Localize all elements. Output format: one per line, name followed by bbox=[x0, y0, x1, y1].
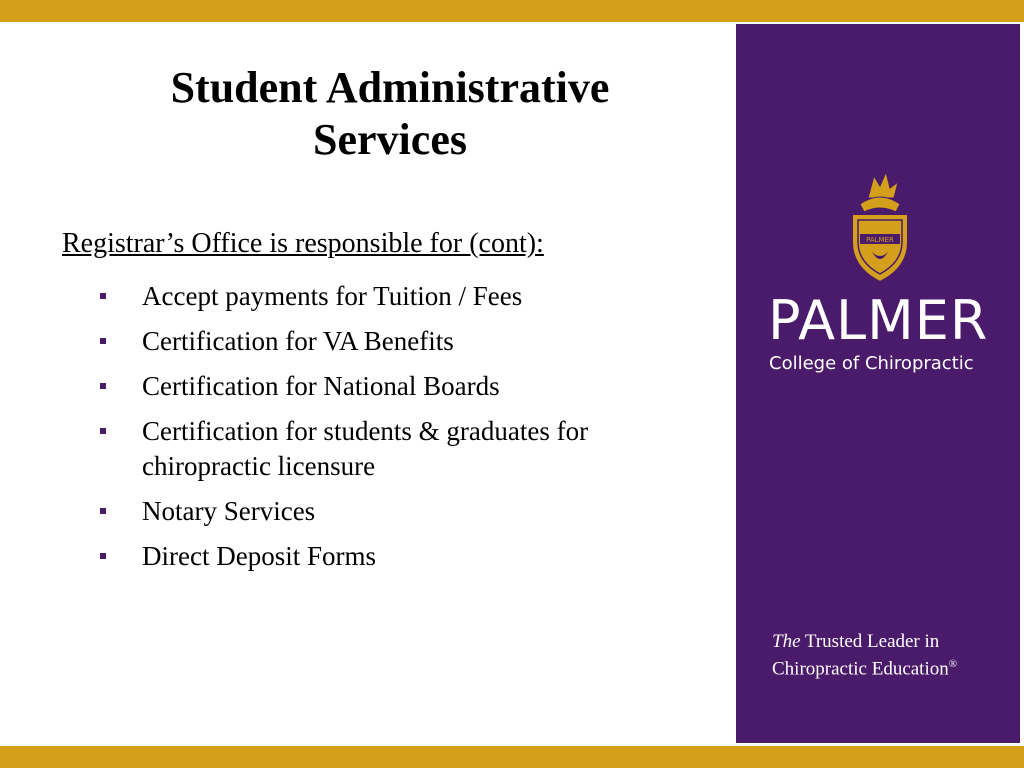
list-item-text: Certification for students & graduates for chiropractic licensure bbox=[142, 416, 589, 481]
bullet-icon bbox=[100, 428, 106, 434]
list-item bbox=[100, 414, 720, 484]
list-item bbox=[100, 324, 720, 359]
palmer-crest-icon bbox=[838, 168, 922, 286]
bullet-icon bbox=[100, 508, 106, 514]
slide-title bbox=[40, 62, 740, 166]
responsibilities-list bbox=[100, 279, 720, 584]
tagline-the: The bbox=[772, 631, 801, 652]
brand-tagline bbox=[772, 630, 957, 680]
list-item bbox=[100, 279, 720, 314]
list-item-text: Direct Deposit Forms bbox=[142, 541, 376, 571]
top-gold-bar bbox=[0, 0, 1024, 22]
tagline-line-1: Trusted Leader in bbox=[800, 631, 940, 652]
bullet-icon bbox=[100, 293, 106, 299]
crest-text: PALMER bbox=[866, 236, 894, 244]
list-item-text: Certification for VA Benefits bbox=[142, 326, 454, 356]
bullet-icon bbox=[100, 383, 106, 389]
title-line-1: Student Administrative bbox=[170, 63, 610, 112]
list-item bbox=[100, 539, 720, 574]
list-item-text: Notary Services bbox=[142, 496, 316, 526]
list-item bbox=[100, 494, 720, 529]
bottom-gold-bar bbox=[0, 746, 1024, 768]
section-subheading: Registrar’s Office is responsible for (cont): bbox=[62, 228, 544, 259]
brand-subtitle: College of Chiropractic bbox=[769, 353, 974, 374]
bullet-icon bbox=[100, 553, 106, 559]
list-item bbox=[100, 369, 720, 404]
brand-name: PALMER bbox=[768, 289, 989, 352]
registered-mark: ® bbox=[948, 658, 958, 670]
list-item-text: Accept payments for Tuition / Fees bbox=[142, 281, 523, 311]
title-line-2: Services bbox=[313, 115, 467, 164]
bullet-icon bbox=[100, 338, 106, 344]
tagline-line-2: Chiropractic Education bbox=[772, 658, 949, 680]
list-item-text: Certification for National Boards bbox=[142, 371, 500, 401]
